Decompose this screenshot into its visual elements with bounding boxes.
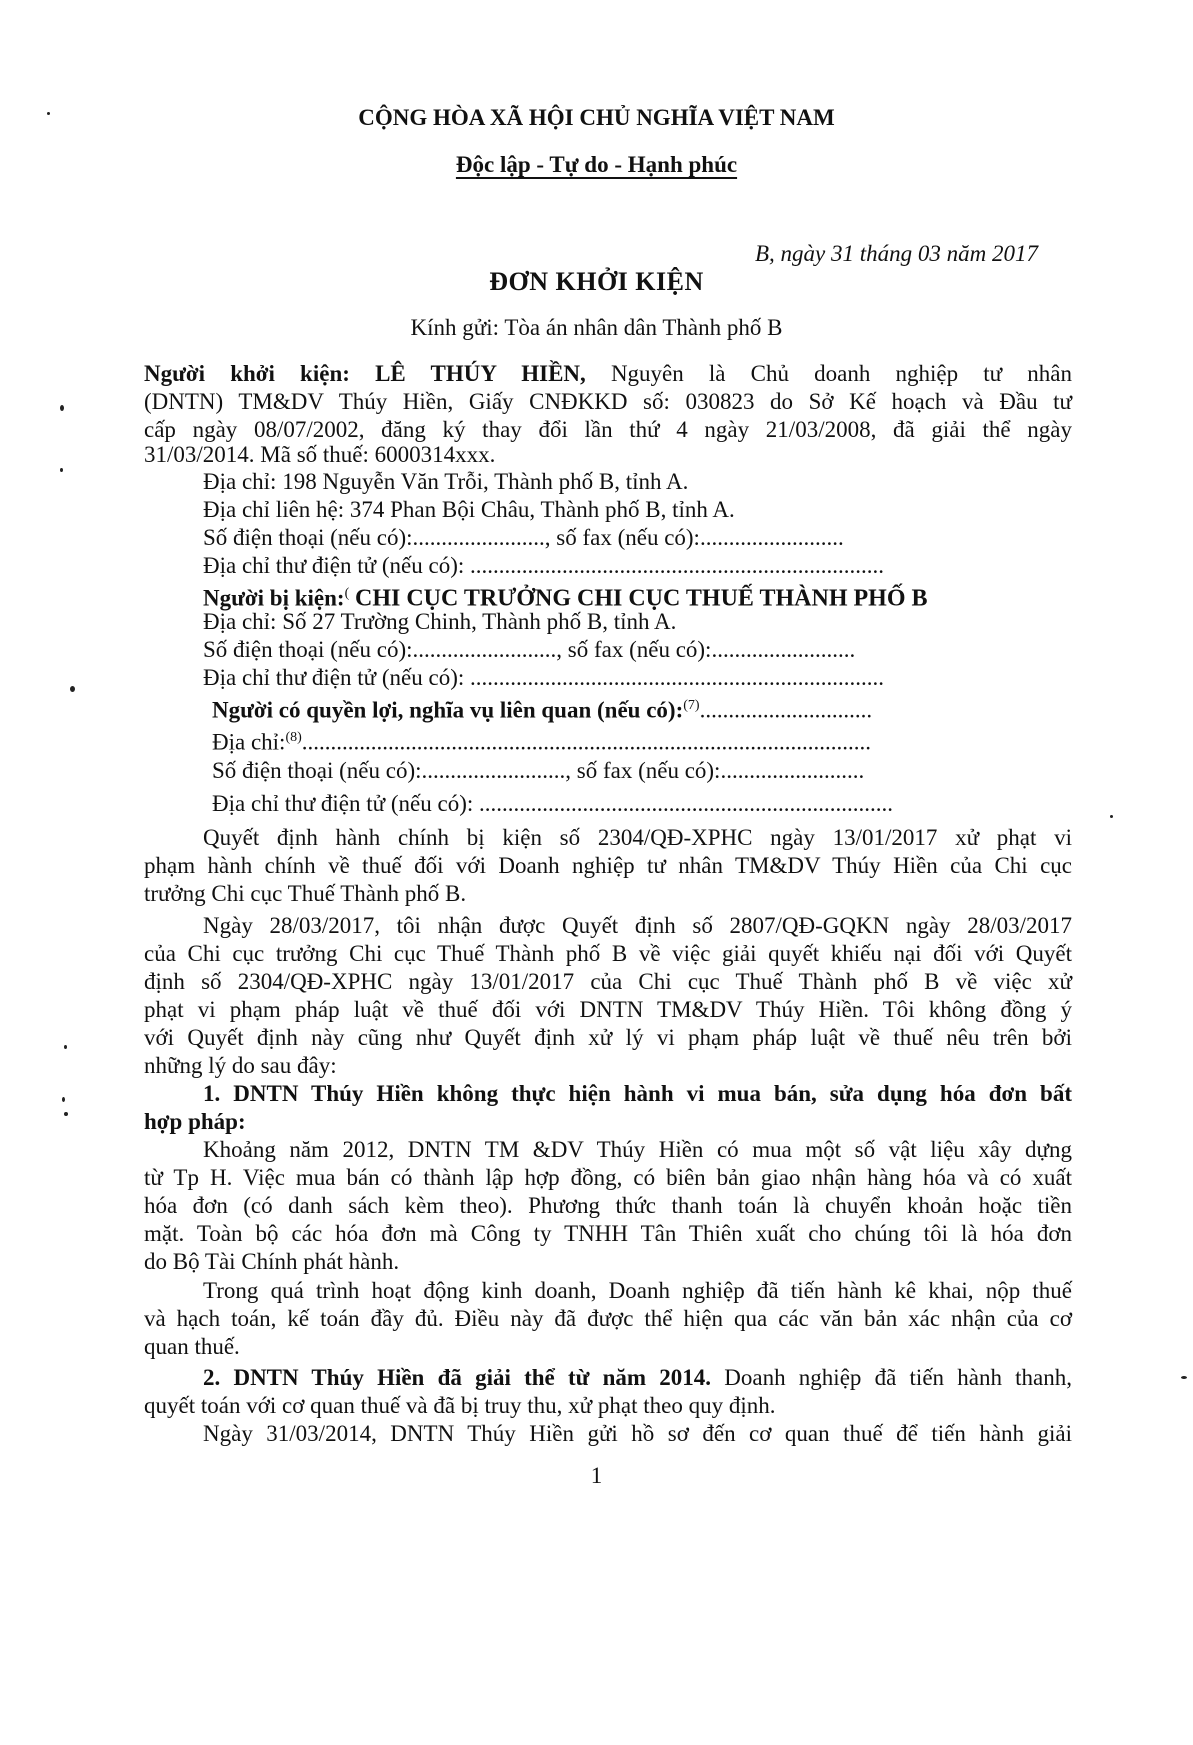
section1-p1-line-3: hóa đơn (có danh sách kèm theo). Phương thức thanh toán là chuyển khoản hoặc tiền: [144, 1193, 1072, 1218]
plaintiff-line-3: cấp ngày 08/07/2002, đăng ký thay đổi lần thứ 4 ngày 21/03/2008, đã giải thể ngày: [144, 417, 1072, 442]
related-phone: Số điện thoại (nếu có):........................., số fax (nếu có):.........................: [212, 758, 865, 783]
plaintiff-name: LÊ THÚY HIỀN,: [375, 361, 586, 386]
plaintiff-line-2: (DNTN) TM&DV Thúy Hiền, Giấy CNĐKKD số: 030823 do Sở Kế hoạch và Đầu tư: [144, 389, 1072, 414]
plaintiff-line-1: [144, 360, 1072, 388]
defendant-name: CHI CỤC TRƯỞNG CHI CỤC THUẾ THÀNH PHỐ B: [354, 585, 928, 612]
section1-p1-line-2: từ Tp H. Việc mua bán có thành lập hợp đồng, có biên bản giao nhận hàng hóa và có xuất: [144, 1165, 1072, 1190]
scan-speck: [62, 1097, 65, 1102]
section2-line-3: Ngày 31/03/2014, DNTN Thúy Hiền gửi hồ sơ đến cơ quan thuế để tiến hành giải: [203, 1421, 1072, 1446]
section2-line1-rest: Doanh nghiệp đã tiến hành thanh,: [724, 1365, 1073, 1390]
place-date: B, ngày 31 tháng 03 năm 2017: [755, 241, 1039, 266]
section2-line-1: [203, 1364, 1072, 1392]
recipient-line: Kính gửi: Tòa án nhân dân Thành phố B: [410, 315, 783, 340]
related-address-note: (8): [285, 730, 302, 745]
section1-p1-line-5: do Bộ Tài Chính phát hành.: [144, 1249, 400, 1274]
section2-line-2: quyết toán với cơ quan thuế và đã bị truy thu, xử phạt theo quy định.: [144, 1393, 776, 1418]
plaintiff-contact-address: Địa chỉ liên hệ: 374 Phan Bội Châu, Thành phố B, tỉnh A.: [203, 497, 735, 522]
decision-line-1: Quyết định hành chính bị kiện số 2304/QĐ-XPHC ngày 13/01/2017 xử phạt vi: [203, 825, 1072, 850]
receipt-line-5: với Quyết định này cũng như Quyết định xử lý vi phạm pháp luật về thuế nêu trên bởi: [144, 1025, 1072, 1050]
related-address: [212, 724, 871, 757]
plaintiff-label: Người khởi kiện:: [144, 361, 350, 386]
related-note: (7): [683, 698, 700, 713]
receipt-line-2: của Chi cục trưởng Chi cục Thuế Thành phố B về việc giải quyết khiếu nại đối với Quyết: [144, 941, 1072, 966]
scan-speck: [64, 1112, 68, 1116]
plaintiff-desc: Nguyên là Chủ doanh nghiệp tư nhân: [610, 361, 1072, 386]
related-email: Địa chỉ thư điện tử (nếu có): ........................................................................: [212, 791, 893, 816]
section1-heading-1: 1. DNTN Thúy Hiền không thực hiện hành vi mua bán, sửa dụng hóa đơn bất: [203, 1081, 1072, 1106]
scan-speck: [60, 468, 63, 472]
decision-line-3: trưởng Chi cục Thuế Thành phố B.: [144, 881, 467, 906]
motto-heading: [0, 151, 1193, 179]
related-address-label: Địa chỉ:: [212, 729, 286, 755]
receipt-line-4: phạt vi phạm pháp luật về thuế đối với DNTN TM&DV Thúy Hiền. Tôi không đồng ý: [144, 997, 1072, 1022]
defendant-label: Người bị kiện:: [203, 585, 345, 611]
receipt-line-3: định số 2304/QĐ-XPHC ngày 13/01/2017 của Chi cục Thuế Thành phố B về việc xử: [144, 969, 1072, 994]
defendant-mark: (: [344, 586, 350, 601]
related-label: Người có quyền lợi, nghĩa vụ liên quan (nếu có):: [212, 697, 684, 723]
related-dots: ..............................: [699, 697, 873, 723]
receipt-line-6: những lý do sau đây:: [144, 1053, 337, 1078]
scan-speck: [1181, 1376, 1187, 1379]
plaintiff-address: Địa chỉ: 198 Nguyễn Văn Trỗi, Thành phố B, tỉnh A.: [203, 469, 689, 494]
plaintiff-phone: Số điện thoại (nếu có):......................., số fax (nếu có):.........................: [203, 525, 844, 550]
decision-line-2: phạm hành chính về thuế đối với Doanh nghiệp tư nhân TM&DV Thúy Hiền của Chi cục: [144, 853, 1072, 878]
section2-heading: 2. DNTN Thúy Hiền đã giải thể từ năm 2014.: [203, 1365, 712, 1390]
scan-speck: [1110, 815, 1113, 818]
document-title: ĐƠN KHỞI KIỆN: [489, 267, 704, 296]
section1-p1-line-1: Khoảng năm 2012, DNTN TM &DV Thúy Hiền có mua một số vật liệu xây dựng: [203, 1137, 1072, 1162]
section1-heading-2: hợp pháp:: [144, 1109, 246, 1134]
section1-p2-line-1: Trong quá trình hoạt động kinh doanh, Doanh nghiệp đã tiến hành kê khai, nộp thuế: [203, 1278, 1072, 1303]
section1-p1-line-4: mặt. Toàn bộ các hóa đơn mà Công ty TNHH Tân Thiên xuất cho chúng tôi là hóa đơn: [144, 1221, 1072, 1246]
scan-speck: [70, 686, 75, 692]
plaintiff-line-4: 31/03/2014. Mã số thuế: 6000314xxx.: [144, 442, 496, 467]
receipt-line-1: Ngày 28/03/2017, tôi nhận được Quyết định số 2807/QĐ-GQKN ngày 28/03/2017: [203, 913, 1072, 938]
related-line: [212, 692, 872, 725]
scan-speck: [47, 112, 50, 115]
scan-speck: [60, 405, 64, 411]
scan-speck: [64, 1045, 67, 1049]
section1-p2-line-3: quan thuế.: [144, 1334, 240, 1359]
motto-text: Độc lập - Tự do - Hạnh phúc: [455, 152, 738, 177]
defendant-address: Địa chỉ: Số 27 Trường Chinh, Thành phố B, tỉnh A.: [203, 609, 677, 634]
defendant-email: Địa chỉ thư điện tử (nếu có): ........................................................................: [203, 665, 884, 690]
plaintiff-email: Địa chỉ thư điện tử (nếu có): ........................................................................: [203, 553, 884, 578]
defendant-phone: Số điện thoại (nếu có):........................., số fax (nếu có):.........................: [203, 637, 856, 662]
related-address-dots: ...................................................................................................: [301, 729, 872, 755]
page-number: 1: [590, 1463, 603, 1488]
section1-p2-line-2: và hạch toán, kế toán đầy đủ. Điều này đã được thể hiện qua các văn bản xác nhận của cơ: [144, 1306, 1072, 1331]
nation-heading: CỘNG HÒA XÃ HỘI CHỦ NGHĨA VIỆT NAM: [358, 105, 835, 130]
